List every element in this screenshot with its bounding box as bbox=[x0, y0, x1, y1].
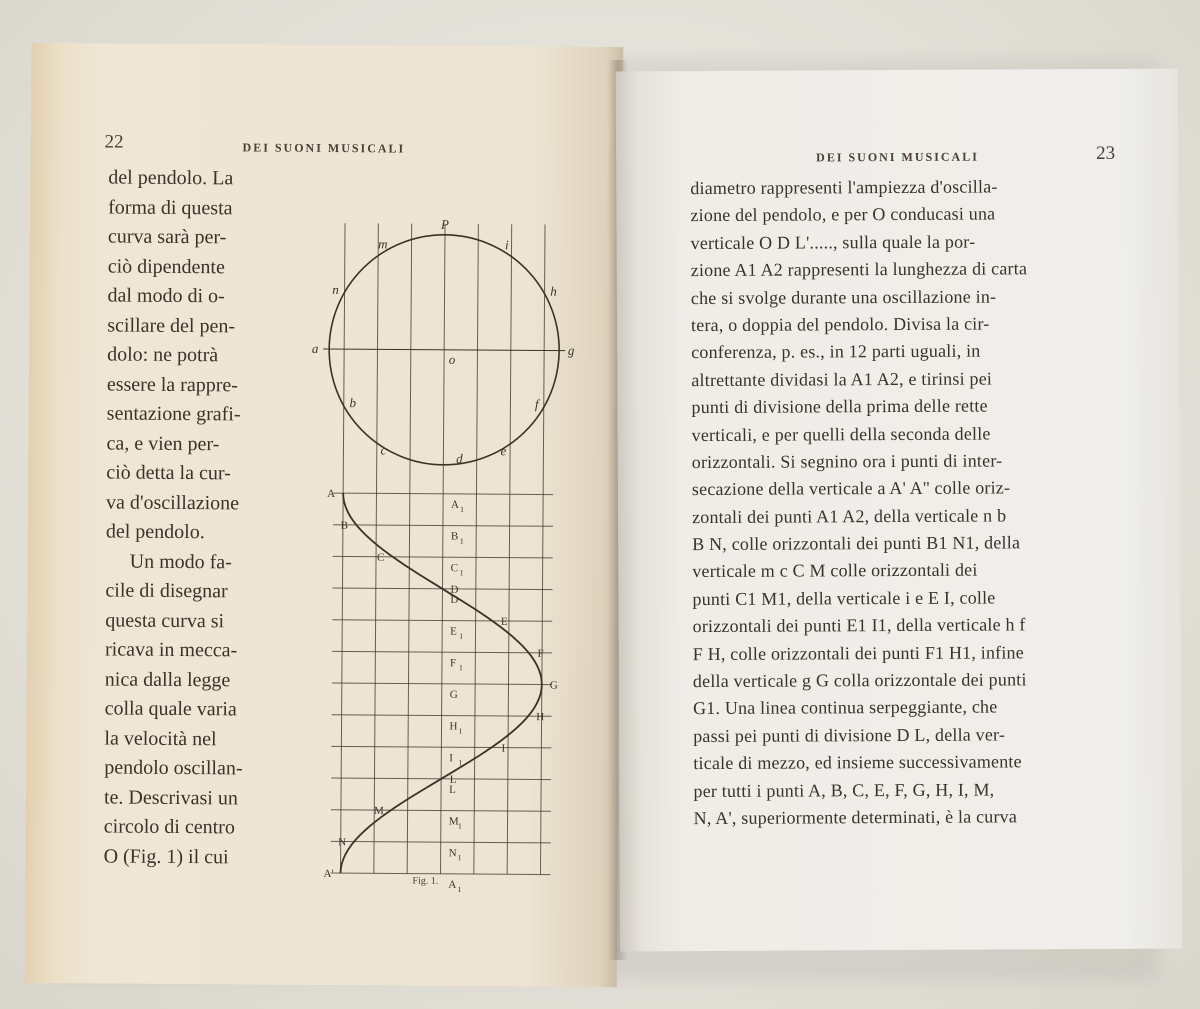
text-line: orizzontali dei punti E1 I1, della verticale h f bbox=[692, 614, 1026, 637]
axis-point-label: I bbox=[449, 752, 454, 765]
figure-caption: Fig. 1. bbox=[412, 875, 439, 887]
text-line: scillare del pen- bbox=[107, 313, 236, 337]
circle-point-label: e bbox=[500, 443, 507, 459]
right-body-text bbox=[690, 173, 1030, 832]
text-line: va d'oscillazione bbox=[106, 490, 240, 514]
text-line: ciò dipendente bbox=[107, 254, 225, 278]
right-page bbox=[616, 69, 1183, 952]
axis-point-subscript: 1 bbox=[460, 504, 465, 514]
axis-point-subscript: 1 bbox=[459, 568, 464, 578]
curve-point-label: C bbox=[376, 551, 385, 564]
text-line: circolo di centro bbox=[103, 815, 235, 839]
text-line: pendolo oscillan- bbox=[104, 756, 243, 780]
circle-point-label: P bbox=[441, 216, 450, 232]
text-line: per tutti i punti A, B, C, E, F, G, H, I, M, bbox=[693, 779, 995, 801]
axis-point-label: H bbox=[449, 720, 458, 733]
axis-point-label: G bbox=[449, 688, 458, 701]
circle-point-label: g bbox=[567, 342, 575, 358]
grid-vertical-line bbox=[340, 223, 349, 873]
axis-point-subscript: 1 bbox=[457, 821, 462, 831]
text-line: Un modo fa- bbox=[129, 550, 232, 573]
curve-point-label: A' bbox=[323, 868, 334, 881]
axis-point-label: B bbox=[450, 530, 459, 543]
curve-point-label: E bbox=[500, 615, 508, 628]
text-line: essere la rappre- bbox=[106, 372, 239, 396]
left-running-head: DEI SUONI MUSICALI bbox=[242, 140, 406, 156]
text-line: cile di disegnar bbox=[105, 579, 228, 603]
text-line: della verticale g G colla orizzontale dei punti bbox=[692, 669, 1027, 692]
text-line: forma di questa bbox=[108, 195, 233, 219]
axis-point-label: F bbox=[449, 657, 457, 670]
text-line: O (Fig. 1) il cui bbox=[103, 844, 229, 868]
curve-point-label: D bbox=[450, 583, 459, 596]
text-line: G1. Una linea continua serpeggiante, che bbox=[692, 696, 998, 719]
axis-point-label: N bbox=[448, 847, 457, 860]
right-running-head: DEI SUONI MUSICALI bbox=[816, 149, 979, 165]
axis-point-subscript: 1 bbox=[457, 884, 462, 894]
text-line: ciò detta la cur- bbox=[106, 461, 231, 485]
grid-vertical-line bbox=[374, 223, 379, 873]
grid-vertical-line bbox=[407, 224, 412, 874]
text-line: nica dalla legge bbox=[104, 667, 231, 691]
figure-1-pendulum-curve bbox=[290, 163, 585, 894]
axis-point-subscript: 1 bbox=[458, 758, 463, 768]
curve-point-label: L bbox=[449, 773, 457, 786]
right-page-number: 23 bbox=[1096, 142, 1116, 164]
curve-point-label: B bbox=[340, 519, 349, 532]
text-line: dolo: ne potrà bbox=[107, 343, 219, 367]
text-line: verticali, e per quelli della seconda delle bbox=[691, 423, 991, 445]
curve-point-label: H bbox=[536, 711, 545, 724]
circle-point-label: n bbox=[332, 282, 339, 298]
curve-point-label: M bbox=[374, 805, 384, 818]
circle-point-label: b bbox=[349, 395, 357, 411]
axis-point-subscript: 1 bbox=[457, 853, 462, 863]
grid-vertical-line bbox=[507, 224, 512, 874]
text-line: diametro rappresenti l'ampiezza d'oscilla- bbox=[690, 176, 998, 199]
text-line: curva sarà per- bbox=[107, 225, 227, 249]
axis-point-label: D bbox=[450, 593, 459, 606]
curve-point-label: G bbox=[549, 679, 558, 692]
text-line: conferenza, p. es., in 12 parti uguali, in bbox=[691, 340, 981, 363]
axis-point-label: A bbox=[451, 498, 460, 511]
text-line: zione A1 A2 rappresenti la lunghezza di carta bbox=[690, 258, 1028, 281]
axis-point-label: M bbox=[448, 815, 459, 828]
circle-point-label: h bbox=[550, 283, 557, 299]
circle-point-label: d bbox=[456, 450, 463, 466]
text-line: te. Descrivasi un bbox=[103, 785, 238, 809]
text-line: ca, e vien per- bbox=[106, 431, 220, 455]
text-line: del pendolo. bbox=[105, 520, 205, 544]
grid-vertical-line bbox=[474, 224, 479, 874]
text-line: questa curva si bbox=[105, 608, 225, 632]
left-page bbox=[25, 43, 624, 987]
text-line: verticale O D L'....., sulla quale la por- bbox=[690, 231, 976, 253]
text-line: del pendolo. La bbox=[108, 166, 234, 190]
circle-point-label: m bbox=[378, 236, 388, 252]
axis-point-label: E bbox=[450, 625, 457, 638]
text-line: ticale di mezzo, ed insieme successivamente bbox=[693, 751, 1022, 774]
circle-point-label: i bbox=[505, 237, 509, 253]
text-line: F H, colle orizzontali dei punti F1 H1, infine bbox=[692, 641, 1024, 664]
text-line: dal modo di o- bbox=[107, 284, 225, 308]
circle-point-label: o bbox=[448, 351, 456, 367]
text-line: tera, o doppia del pendolo. Divisa la cir- bbox=[690, 313, 990, 336]
text-line: punti C1 M1, della verticale i e E I, colle bbox=[692, 587, 996, 609]
circle-point-label: c bbox=[380, 442, 387, 458]
text-line: la velocità nel bbox=[104, 726, 217, 750]
axis-point-subscript: 1 bbox=[459, 536, 464, 546]
text-line: orizzontali. Si segnino ora i punti di inter- bbox=[691, 450, 1003, 472]
text-line: passi pei punti di divisione D L, della ver- bbox=[693, 724, 1006, 746]
text-line: zontali dei punti A1 A2, della verticale n b bbox=[691, 505, 1007, 527]
text-line: che si svolge durante una oscillazione in- bbox=[690, 286, 997, 308]
left-page-number: 22 bbox=[104, 131, 124, 153]
text-line: ricava in mecca- bbox=[104, 638, 238, 662]
curve-point-label: A bbox=[327, 488, 336, 501]
text-line: colla quale varia bbox=[104, 697, 237, 721]
text-line: verticale m c C M colle orizzontali dei bbox=[692, 560, 978, 582]
circle-point-label: f bbox=[534, 396, 539, 412]
text-line: altrettante dividasi la A1 A2, e tirinsi pei bbox=[691, 368, 993, 390]
axis-point-label: C bbox=[450, 562, 459, 575]
left-body-text bbox=[104, 163, 247, 872]
text-line: B N, colle orizzontali dei punti B1 N1, della bbox=[692, 532, 1021, 555]
text-line: zione del pendolo, e per O conducasi una bbox=[690, 203, 996, 226]
curve-point-label: N bbox=[338, 836, 347, 849]
axis-point-subscript: 1 bbox=[459, 631, 464, 641]
axis-point-subscript: 1 bbox=[458, 663, 463, 673]
text-line: sentazione grafi- bbox=[106, 402, 241, 426]
text-line: N, A', superiormente determinati, è la curva bbox=[693, 806, 1018, 829]
circle-point-label: a bbox=[311, 340, 319, 356]
axis-point-label: A bbox=[448, 878, 457, 891]
axis-point-subscript: 1 bbox=[458, 726, 463, 736]
text-line: punti di divisione della prima delle rette bbox=[691, 395, 988, 418]
axis-point-label: L bbox=[449, 783, 456, 796]
grid-vertical-line bbox=[537, 225, 545, 875]
curve-point-label: F bbox=[537, 647, 544, 660]
text-line: secazione della verticale a A' A'' colle oriz- bbox=[691, 477, 1011, 500]
curve-point-label: I bbox=[501, 742, 506, 755]
